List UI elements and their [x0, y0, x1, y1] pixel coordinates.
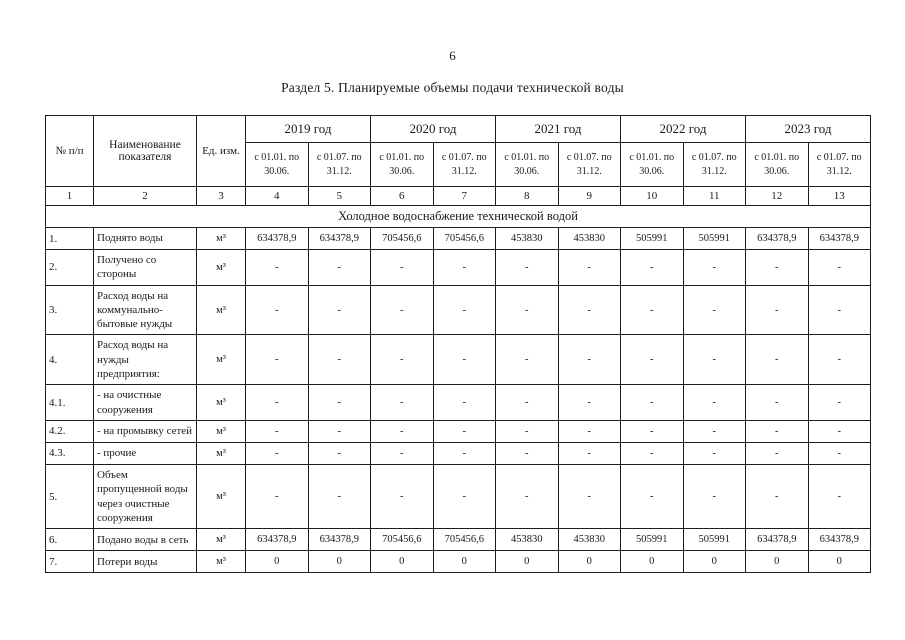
- value-cell: -: [746, 335, 809, 385]
- header-period: с 01.01. по 30.06.: [746, 143, 809, 187]
- value-cell: -: [246, 464, 309, 528]
- unit-cell: м³: [197, 442, 246, 464]
- table-row: [46, 285, 871, 335]
- value-cell: -: [308, 285, 371, 335]
- value-cell: 453830: [558, 228, 621, 250]
- row-number-cell: 5.: [46, 464, 94, 528]
- value-cell: -: [371, 335, 434, 385]
- header-column-index: 13: [808, 187, 871, 206]
- header-column-index: 12: [746, 187, 809, 206]
- value-cell: -: [246, 385, 309, 421]
- value-cell: -: [371, 385, 434, 421]
- header-year: 2019 год: [246, 116, 371, 143]
- value-cell: -: [683, 285, 746, 335]
- value-cell: -: [308, 335, 371, 385]
- value-cell: -: [371, 464, 434, 528]
- header-column-index: 1: [46, 187, 94, 206]
- value-cell: 634378,9: [308, 228, 371, 250]
- row-number-cell: 7.: [46, 551, 94, 573]
- value-cell: -: [621, 464, 684, 528]
- row-number-cell: 6.: [46, 529, 94, 551]
- value-cell: -: [621, 285, 684, 335]
- row-number-cell: 4.: [46, 335, 94, 385]
- value-cell: -: [371, 285, 434, 335]
- value-cell: -: [746, 285, 809, 335]
- value-cell: -: [308, 442, 371, 464]
- value-cell: -: [558, 250, 621, 286]
- unit-cell: м³: [197, 335, 246, 385]
- value-cell: -: [496, 385, 559, 421]
- value-cell: 453830: [558, 529, 621, 551]
- value-cell: -: [808, 464, 871, 528]
- value-cell: 0: [371, 551, 434, 573]
- value-cell: 0: [496, 551, 559, 573]
- value-cell: 0: [558, 551, 621, 573]
- table-row: [46, 420, 871, 442]
- value-cell: -: [496, 335, 559, 385]
- header-period: с 01.07. по 31.12.: [308, 143, 371, 187]
- value-cell: -: [433, 285, 496, 335]
- section-row: [46, 206, 871, 228]
- header-year: 2023 год: [746, 116, 871, 143]
- indicator-name-cell: Поднято воды: [94, 228, 197, 250]
- value-cell: 453830: [496, 529, 559, 551]
- value-cell: -: [746, 420, 809, 442]
- value-cell: -: [558, 285, 621, 335]
- value-cell: -: [621, 442, 684, 464]
- value-cell: -: [808, 442, 871, 464]
- table-row: [46, 464, 871, 528]
- header-year: 2021 год: [496, 116, 621, 143]
- value-cell: -: [558, 335, 621, 385]
- unit-cell: м³: [197, 228, 246, 250]
- value-cell: 634378,9: [308, 529, 371, 551]
- header-period: с 01.01. по 30.06.: [371, 143, 434, 187]
- indicator-name-cell: Подано воды в сеть: [94, 529, 197, 551]
- value-cell: -: [308, 385, 371, 421]
- value-cell: -: [808, 285, 871, 335]
- value-cell: -: [246, 285, 309, 335]
- header-year: 2020 год: [371, 116, 496, 143]
- row-number-cell: 4.2.: [46, 420, 94, 442]
- header-column-index: 3: [197, 187, 246, 206]
- value-cell: -: [433, 385, 496, 421]
- value-cell: 634378,9: [808, 228, 871, 250]
- page-number: 6: [449, 48, 456, 63]
- table-row: [46, 442, 871, 464]
- header-row-number: № п/п: [46, 116, 94, 187]
- value-cell: -: [683, 335, 746, 385]
- value-cell: 705456,6: [433, 529, 496, 551]
- value-cell: -: [246, 250, 309, 286]
- table-row: [46, 551, 871, 573]
- header-column-index: 11: [683, 187, 746, 206]
- header-column-index: 9: [558, 187, 621, 206]
- unit-cell: м³: [197, 420, 246, 442]
- value-cell: 505991: [683, 228, 746, 250]
- header-column-index: 10: [621, 187, 684, 206]
- value-cell: -: [808, 250, 871, 286]
- value-cell: 705456,6: [371, 228, 434, 250]
- value-cell: -: [746, 464, 809, 528]
- value-cell: -: [683, 442, 746, 464]
- value-cell: -: [558, 385, 621, 421]
- value-cell: -: [683, 464, 746, 528]
- header-period: с 01.01. по 30.06.: [246, 143, 309, 187]
- water-supply-table: [45, 115, 871, 573]
- value-cell: -: [621, 385, 684, 421]
- row-number-cell: 1.: [46, 228, 94, 250]
- indicator-name-cell: Объем пропущенной воды через очистные сооружения: [94, 464, 197, 528]
- unit-cell: м³: [197, 464, 246, 528]
- table-row: [46, 228, 871, 250]
- value-cell: -: [558, 442, 621, 464]
- value-cell: 505991: [621, 529, 684, 551]
- value-cell: -: [308, 250, 371, 286]
- header-period: с 01.01. по 30.06.: [621, 143, 684, 187]
- value-cell: -: [371, 250, 434, 286]
- unit-cell: м³: [197, 551, 246, 573]
- value-cell: 0: [683, 551, 746, 573]
- value-cell: -: [496, 250, 559, 286]
- indicator-name-cell: Получено со стороны: [94, 250, 197, 286]
- value-cell: -: [746, 442, 809, 464]
- value-cell: 0: [308, 551, 371, 573]
- value-cell: 634378,9: [746, 529, 809, 551]
- table-row: [46, 335, 871, 385]
- value-cell: -: [308, 420, 371, 442]
- value-cell: -: [308, 464, 371, 528]
- value-cell: 505991: [621, 228, 684, 250]
- unit-cell: м³: [197, 250, 246, 286]
- indicator-name-cell: Расход воды на коммунально-бытовые нужды: [94, 285, 197, 335]
- value-cell: 0: [746, 551, 809, 573]
- header-row-indexes: [46, 187, 871, 206]
- unit-cell: м³: [197, 529, 246, 551]
- header-row-years: [46, 116, 871, 143]
- value-cell: -: [683, 385, 746, 421]
- value-cell: 453830: [496, 228, 559, 250]
- section-title-cell: Холодное водоснабжение технической водой: [46, 206, 871, 228]
- value-cell: -: [746, 250, 809, 286]
- value-cell: -: [621, 420, 684, 442]
- table-row: [46, 529, 871, 551]
- indicator-name-cell: - прочие: [94, 442, 197, 464]
- unit-cell: м³: [197, 385, 246, 421]
- value-cell: -: [496, 442, 559, 464]
- value-cell: -: [808, 385, 871, 421]
- value-cell: 634378,9: [246, 228, 309, 250]
- value-cell: -: [496, 285, 559, 335]
- table-body: [46, 206, 871, 573]
- header-column-index: 5: [308, 187, 371, 206]
- header-indicator-name: Наименование показателя: [94, 116, 197, 187]
- value-cell: 505991: [683, 529, 746, 551]
- value-cell: -: [371, 420, 434, 442]
- header-period: с 01.07. по 31.12.: [808, 143, 871, 187]
- indicator-name-cell: - на промывку сетей: [94, 420, 197, 442]
- value-cell: 705456,6: [371, 529, 434, 551]
- value-cell: 634378,9: [808, 529, 871, 551]
- header-period: с 01.01. по 30.06.: [496, 143, 559, 187]
- value-cell: -: [808, 335, 871, 385]
- value-cell: -: [246, 335, 309, 385]
- value-cell: -: [808, 420, 871, 442]
- header-period: с 01.07. по 31.12.: [433, 143, 496, 187]
- value-cell: -: [683, 420, 746, 442]
- header-column-index: 4: [246, 187, 309, 206]
- row-number-cell: 4.1.: [46, 385, 94, 421]
- value-cell: 0: [433, 551, 496, 573]
- indicator-name-cell: Расход воды на нужды предприятия:: [94, 335, 197, 385]
- value-cell: -: [371, 442, 434, 464]
- row-number-cell: 2.: [46, 250, 94, 286]
- unit-cell: м³: [197, 285, 246, 335]
- header-column-index: 6: [371, 187, 434, 206]
- value-cell: -: [433, 420, 496, 442]
- table-row: [46, 385, 871, 421]
- value-cell: -: [621, 250, 684, 286]
- value-cell: 0: [621, 551, 684, 573]
- header-unit: Ед. изм.: [197, 116, 246, 187]
- value-cell: -: [496, 464, 559, 528]
- value-cell: -: [683, 250, 746, 286]
- header-period: с 01.07. по 31.12.: [558, 143, 621, 187]
- value-cell: -: [246, 420, 309, 442]
- header-column-index: 8: [496, 187, 559, 206]
- value-cell: -: [433, 464, 496, 528]
- value-cell: -: [433, 335, 496, 385]
- value-cell: -: [558, 464, 621, 528]
- header-year: 2022 год: [621, 116, 746, 143]
- value-cell: -: [621, 335, 684, 385]
- value-cell: 634378,9: [746, 228, 809, 250]
- value-cell: 634378,9: [246, 529, 309, 551]
- value-cell: -: [496, 420, 559, 442]
- header-period: с 01.07. по 31.12.: [683, 143, 746, 187]
- header-column-index: 2: [94, 187, 197, 206]
- value-cell: -: [433, 250, 496, 286]
- indicator-name-cell: - на очистные сооружения: [94, 385, 197, 421]
- value-cell: 0: [246, 551, 309, 573]
- row-number-cell: 3.: [46, 285, 94, 335]
- row-number-cell: 4.3.: [46, 442, 94, 464]
- section-heading: Раздел 5. Планируемые объемы подачи технической воды: [281, 80, 624, 95]
- value-cell: -: [558, 420, 621, 442]
- value-cell: -: [246, 442, 309, 464]
- table-row: [46, 250, 871, 286]
- table-head: [46, 116, 871, 206]
- indicator-name-cell: Потери воды: [94, 551, 197, 573]
- value-cell: -: [746, 385, 809, 421]
- header-column-index: 7: [433, 187, 496, 206]
- value-cell: 0: [808, 551, 871, 573]
- value-cell: 705456,6: [433, 228, 496, 250]
- value-cell: -: [433, 442, 496, 464]
